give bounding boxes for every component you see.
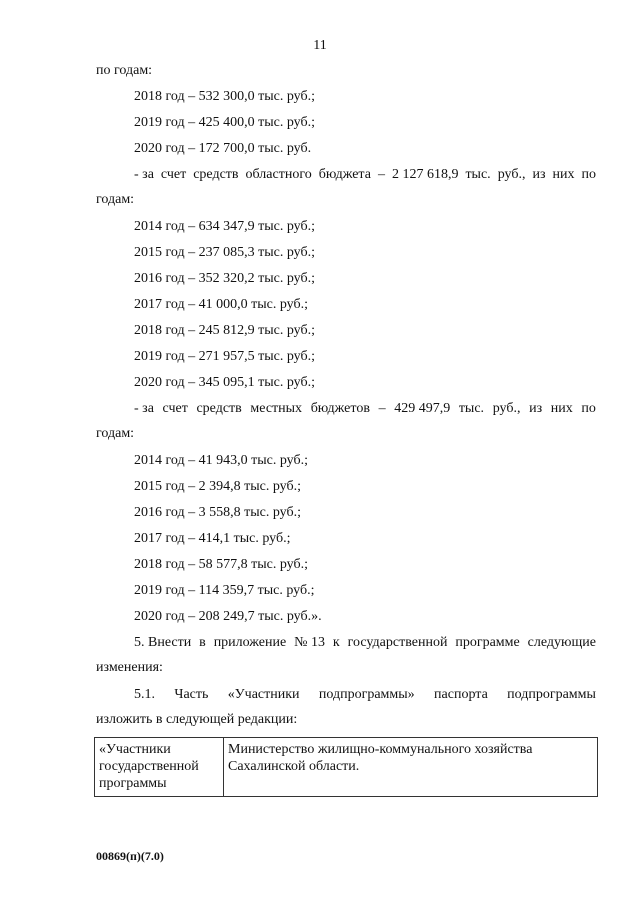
word: тыс.: [465, 167, 491, 182]
paragraph-local-budget: [96, 400, 596, 443]
word: 5.1.: [134, 687, 155, 702]
word: –: [378, 401, 386, 416]
word: по: [581, 401, 596, 416]
text-line-2014-regional: 2014 год – 634 347,9 тыс. руб.;: [134, 219, 315, 234]
text-line-2015-local: 2015 год – 2 394,8 тыс. руб.;: [134, 479, 301, 494]
text-line-2020-regional: 2020 год – 345 095,1 тыс. руб.;: [134, 375, 315, 390]
word: в: [199, 635, 206, 650]
word: - за: [134, 167, 154, 182]
table-cell-value: Министерство жилищно-коммунального хозяйства Сахалинской области.: [224, 738, 598, 797]
text-line-2017-local: 2017 год – 414,1 тыс. руб.;: [134, 531, 291, 546]
word: из: [532, 167, 546, 182]
paragraph-item-5-second-line: изменения:: [96, 660, 163, 675]
text-line-2018-federal: 2018 год – 532 300,0 тыс. руб.;: [134, 89, 315, 104]
text-line-2019-local: 2019 год – 114 359,7 тыс. руб.;: [134, 583, 315, 598]
word: руб.,: [492, 401, 521, 416]
text-line-2014-local: 2014 год – 41 943,0 тыс. руб.;: [134, 453, 308, 468]
word: 2 127 618,9: [391, 167, 459, 182]
paragraph-regional-second-line: годам:: [96, 192, 135, 207]
word: по: [581, 167, 596, 182]
word: к: [332, 635, 340, 650]
word: бюджетов: [310, 401, 370, 416]
word: счет: [162, 401, 188, 416]
word: государственной: [347, 635, 448, 650]
paragraph-item-5-1-second-line: изложить в следующей редакции:: [96, 712, 298, 727]
paragraph-item-5-1: [96, 686, 596, 729]
word: них: [550, 401, 573, 416]
word: программе: [455, 635, 520, 650]
word: местных: [250, 401, 303, 416]
word: паспорта: [434, 687, 488, 702]
table-cell-label: «Участники государственной программы: [95, 738, 224, 797]
word: следующие: [527, 635, 596, 650]
word: 429 497,9: [394, 401, 451, 416]
text-line-2018-local: 2018 год – 58 577,8 тыс. руб.;: [134, 557, 308, 572]
text-line-2018-regional: 2018 год – 245 812,9 тыс. руб.;: [134, 323, 315, 338]
participants-table: [94, 737, 598, 797]
word: руб.,: [497, 167, 526, 182]
text-line-2020-local: 2020 год – 208 249,7 тыс. руб.».: [134, 609, 322, 624]
word: –: [377, 167, 385, 182]
document-code: 00869(п)(7.0): [96, 849, 164, 863]
paragraph-item-5-first-line: [96, 634, 596, 652]
paragraph-item-5: [96, 634, 596, 677]
text-line-by-years: по годам:: [96, 63, 153, 78]
text-line-2017-regional: 2017 год – 41 000,0 тыс. руб.;: [134, 297, 308, 312]
word: № 13: [294, 635, 325, 650]
paragraph-item-5-1-first-line: [96, 686, 596, 704]
word: средств: [196, 401, 242, 416]
text-line-2019-regional: 2019 год – 271 957,5 тыс. руб.;: [134, 349, 315, 364]
word: подпрограммы: [507, 687, 596, 702]
word: Часть: [174, 687, 209, 702]
text-line-2015-regional: 2015 год – 237 085,3 тыс. руб.;: [134, 245, 315, 260]
text-line-2019-federal: 2019 год – 425 400,0 тыс. руб.;: [134, 115, 315, 130]
paragraph-local-first-line: [96, 400, 596, 418]
word: - за: [134, 401, 154, 416]
paragraph-regional-first-line: [96, 166, 596, 184]
table-row: [95, 738, 598, 797]
text-line-2016-regional: 2016 год – 352 320,2 тыс. руб.;: [134, 271, 315, 286]
paragraph-regional-budget: [96, 166, 596, 209]
word: счет: [160, 167, 187, 182]
text-line-2020-federal: 2020 год – 172 700,0 тыс. руб.: [134, 141, 312, 156]
word: «Участники: [227, 687, 300, 702]
word: средств: [193, 167, 239, 182]
word: тыс.: [458, 401, 485, 416]
word: бюджета: [318, 167, 371, 182]
paragraph-local-second-line: годам:: [96, 426, 135, 441]
word: 5. Внести: [134, 635, 192, 650]
word: из: [529, 401, 543, 416]
word: них: [552, 167, 575, 182]
word: областного: [245, 167, 312, 182]
text-line-2016-local: 2016 год – 3 558,8 тыс. руб.;: [134, 505, 301, 520]
word: подпрограммы»: [318, 687, 415, 702]
page-number: 11: [313, 38, 327, 53]
word: приложение: [213, 635, 287, 650]
